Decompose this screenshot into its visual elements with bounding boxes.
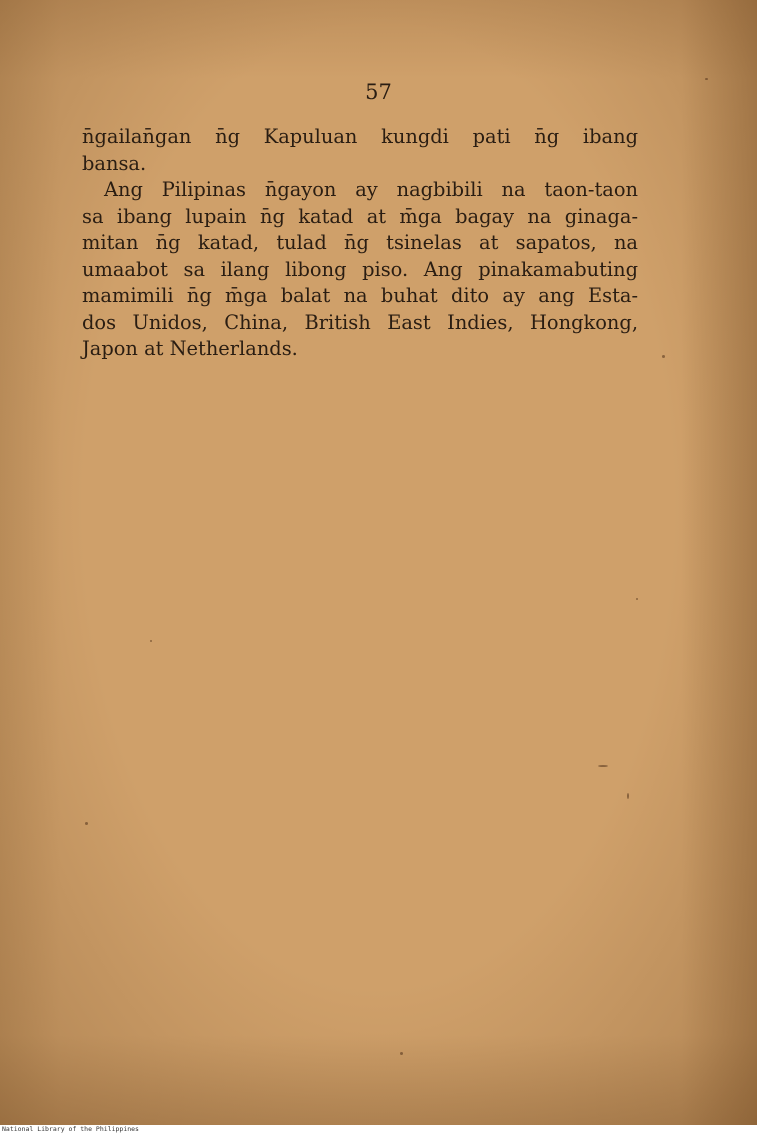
text-line: umaabot sa ilang libong piso. Ang pinakamabuting — [82, 257, 638, 281]
paper-speck — [662, 355, 665, 358]
paper-speck — [85, 822, 88, 825]
text-line: Ang Pilipinas n̄gayon ay nagbibili na taon-taon — [104, 178, 638, 201]
paper-speck — [400, 1052, 403, 1055]
paper-speck — [150, 640, 152, 642]
text-line: mitan n̄g katad, tulad n̄g tsinelas at sapatos, na — [82, 231, 638, 254]
text-line: sa ibang lupain n̄g katad at m̄ga bagay na ginaga- — [82, 204, 638, 228]
text-line: mamimili n̄g m̄ga balat na buhat dito ay ang Esta- — [82, 284, 638, 307]
text-line: Japon at Netherlands. — [82, 337, 298, 360]
library-credit: National Library of the Philippines — [2, 1125, 139, 1133]
paper-speck — [598, 765, 608, 767]
text-line: dos Unidos, China, British East Indies, Hongkong, — [82, 310, 638, 334]
text-line: n̄gailan̄gan n̄g Kapuluan kungdi pati n̄g ibang — [82, 125, 638, 148]
text-line: bansa. — [82, 151, 147, 175]
page-number: 57 — [365, 80, 392, 104]
body-paragraphs — [82, 124, 638, 363]
paper-speck — [636, 598, 638, 600]
paper-speck — [627, 793, 629, 799]
